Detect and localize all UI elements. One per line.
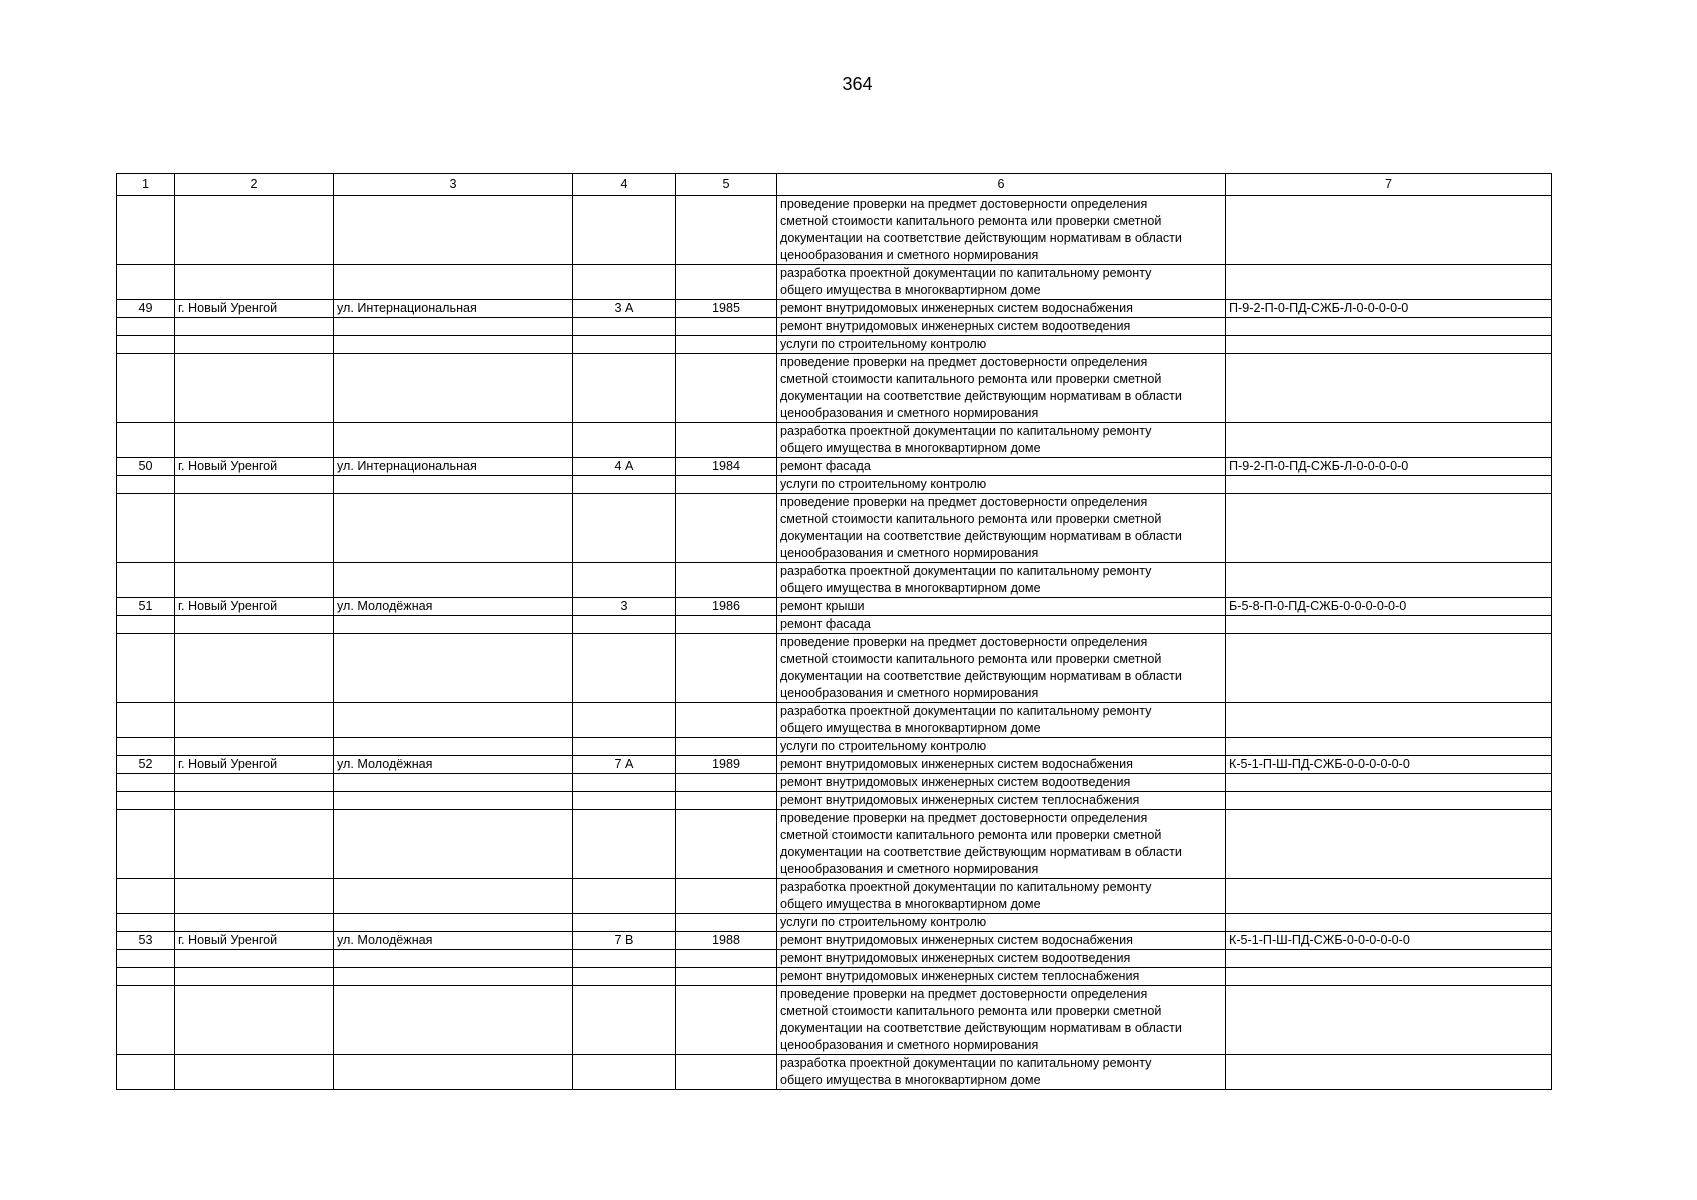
cell-year: [676, 986, 777, 1055]
cell-house: 3 А: [573, 300, 676, 318]
cell-house: [573, 774, 676, 792]
cell-city: [175, 774, 334, 792]
cell-house-code: К-5-1-П-Ш-ПД-СЖБ-0-0-0-0-0-0: [1226, 756, 1552, 774]
table-row: [117, 756, 1552, 774]
cell-street: ул. Интернациональная: [334, 300, 573, 318]
cell-work-type: ремонт фасада: [777, 616, 1226, 634]
cell-street: ул. Молодёжная: [334, 598, 573, 616]
cell-year: [676, 810, 777, 879]
cell-number: [117, 879, 175, 914]
cell-house-code: [1226, 968, 1552, 986]
cell-number: 51: [117, 598, 175, 616]
cell-year: [676, 950, 777, 968]
cell-house: [573, 703, 676, 738]
cell-street: ул. Молодёжная: [334, 756, 573, 774]
cell-house: 7 В: [573, 932, 676, 950]
cell-work-type: ремонт фасада: [777, 458, 1226, 476]
cell-number: [117, 774, 175, 792]
cell-street: [334, 563, 573, 598]
header-row: [117, 174, 1552, 196]
cell-street: [334, 196, 573, 265]
table-row: [117, 932, 1552, 950]
table-row: [117, 968, 1552, 986]
cell-house-code: [1226, 914, 1552, 932]
cell-house: [573, 810, 676, 879]
cell-city: [175, 968, 334, 986]
cell-year: 1988: [676, 932, 777, 950]
cell-number: [117, 336, 175, 354]
cell-house: [573, 494, 676, 563]
cell-city: [175, 738, 334, 756]
cell-number: 49: [117, 300, 175, 318]
cell-number: [117, 616, 175, 634]
cell-work-type: услуги по строительному контролю: [777, 476, 1226, 494]
cell-house-code: [1226, 879, 1552, 914]
cell-street: [334, 792, 573, 810]
cell-work-type: проведение проверки на предмет достоверности определения сметной стоимости капитального ремонта или проверки сметной документации на соответствие действующим нормативам в области ценообразования и сметного нормирования: [777, 354, 1226, 423]
cell-house-code: [1226, 774, 1552, 792]
cell-number: 50: [117, 458, 175, 476]
cell-number: [117, 634, 175, 703]
cell-city: г. Новый Уренгой: [175, 756, 334, 774]
cell-city: [175, 810, 334, 879]
cell-house: [573, 914, 676, 932]
cell-number: [117, 950, 175, 968]
cell-city: [175, 563, 334, 598]
cell-number: [117, 968, 175, 986]
cell-number: [117, 986, 175, 1055]
cell-number: [117, 1055, 175, 1090]
cell-work-type: разработка проектной документации по капитальному ремонту общего имущества в многоквартирном доме: [777, 265, 1226, 300]
cell-number: [117, 494, 175, 563]
header-col-7: 7: [1226, 174, 1552, 196]
cell-work-type: проведение проверки на предмет достоверности определения сметной стоимости капитального ремонта или проверки сметной документации на соответствие действующим нормативам в области ценообразования и сметного нормирования: [777, 986, 1226, 1055]
table-row: [117, 598, 1552, 616]
cell-street: [334, 336, 573, 354]
cell-city: г. Новый Уренгой: [175, 300, 334, 318]
cell-house-code: [1226, 265, 1552, 300]
cell-work-type: разработка проектной документации по капитальному ремонту общего имущества в многоквартирном доме: [777, 563, 1226, 598]
cell-work-type: проведение проверки на предмет достоверности определения сметной стоимости капитального ремонта или проверки сметной документации на соответствие действующим нормативам в области ценообразования и сметного нормирования: [777, 634, 1226, 703]
cell-work-type: ремонт внутридомовых инженерных систем водоотведения: [777, 774, 1226, 792]
table-row: [117, 318, 1552, 336]
cell-street: [334, 354, 573, 423]
cell-street: [334, 968, 573, 986]
header-col-3: 3: [334, 174, 573, 196]
cell-year: 1984: [676, 458, 777, 476]
cell-house-code: [1226, 196, 1552, 265]
repair-works-table: [116, 173, 1552, 1090]
cell-number: [117, 810, 175, 879]
cell-house-code: [1226, 634, 1552, 703]
cell-work-type: разработка проектной документации по капитальному ремонту общего имущества в многоквартирном доме: [777, 703, 1226, 738]
cell-house: [573, 792, 676, 810]
cell-number: [117, 563, 175, 598]
cell-work-type: ремонт внутридомовых инженерных систем водоотведения: [777, 950, 1226, 968]
cell-city: [175, 196, 334, 265]
cell-year: [676, 196, 777, 265]
cell-street: [334, 494, 573, 563]
cell-work-type: разработка проектной документации по капитальному ремонту общего имущества в многоквартирном доме: [777, 423, 1226, 458]
cell-house: [573, 879, 676, 914]
cell-city: [175, 914, 334, 932]
cell-city: [175, 354, 334, 423]
cell-city: [175, 879, 334, 914]
table-row: [117, 986, 1552, 1055]
table-row: [117, 634, 1552, 703]
cell-number: [117, 196, 175, 265]
cell-city: [175, 318, 334, 336]
cell-house: [573, 738, 676, 756]
cell-street: [334, 318, 573, 336]
cell-number: [117, 914, 175, 932]
cell-street: [334, 986, 573, 1055]
cell-year: [676, 968, 777, 986]
cell-number: [117, 423, 175, 458]
cell-work-type: проведение проверки на предмет достоверности определения сметной стоимости капитального ремонта или проверки сметной документации на соответствие действующим нормативам в области ценообразования и сметного нормирования: [777, 810, 1226, 879]
cell-house: 3: [573, 598, 676, 616]
cell-year: [676, 563, 777, 598]
cell-street: [334, 703, 573, 738]
cell-house-code: [1226, 703, 1552, 738]
table-row: [117, 265, 1552, 300]
cell-house: 4 А: [573, 458, 676, 476]
table-row: [117, 950, 1552, 968]
cell-city: [175, 634, 334, 703]
cell-house-code: К-5-1-П-Ш-ПД-СЖБ-0-0-0-0-0-0: [1226, 932, 1552, 950]
cell-work-type: ремонт внутридомовых инженерных систем водоснабжения: [777, 756, 1226, 774]
cell-year: 1985: [676, 300, 777, 318]
cell-house-code: [1226, 336, 1552, 354]
table-row: [117, 476, 1552, 494]
cell-year: [676, 703, 777, 738]
cell-street: [334, 265, 573, 300]
cell-year: [676, 318, 777, 336]
cell-street: [334, 950, 573, 968]
cell-house-code: [1226, 616, 1552, 634]
header-col-5: 5: [676, 174, 777, 196]
cell-city: [175, 792, 334, 810]
header-col-1: 1: [117, 174, 175, 196]
table-row: [117, 300, 1552, 318]
cell-year: [676, 616, 777, 634]
cell-house-code: [1226, 494, 1552, 563]
page-number: 364: [842, 74, 873, 94]
table-row: [117, 196, 1552, 265]
table-row: [117, 458, 1552, 476]
cell-house: [573, 265, 676, 300]
cell-street: [334, 1055, 573, 1090]
cell-number: [117, 476, 175, 494]
cell-house-code: П-9-2-П-0-ПД-СЖБ-Л-0-0-0-0-0: [1226, 300, 1552, 318]
cell-house: [573, 1055, 676, 1090]
table-row: [117, 354, 1552, 423]
cell-number: [117, 318, 175, 336]
cell-house: [573, 318, 676, 336]
cell-work-type: ремонт внутридомовых инженерных систем теплоснабжения: [777, 968, 1226, 986]
cell-house: [573, 563, 676, 598]
cell-house: [573, 968, 676, 986]
cell-year: [676, 423, 777, 458]
cell-year: [676, 792, 777, 810]
cell-house: 7 А: [573, 756, 676, 774]
table-row: [117, 774, 1552, 792]
cell-house-code: [1226, 792, 1552, 810]
cell-house: [573, 634, 676, 703]
cell-work-type: ремонт внутридомовых инженерных систем водоснабжения: [777, 300, 1226, 318]
table-row: [117, 494, 1552, 563]
cell-number: [117, 738, 175, 756]
cell-work-type: разработка проектной документации по капитальному ремонту общего имущества в многоквартирном доме: [777, 879, 1226, 914]
cell-city: [175, 616, 334, 634]
cell-street: [334, 914, 573, 932]
cell-house: [573, 950, 676, 968]
cell-city: [175, 265, 334, 300]
cell-work-type: ремонт внутридомовых инженерных систем теплоснабжения: [777, 792, 1226, 810]
cell-street: ул. Интернациональная: [334, 458, 573, 476]
cell-number: [117, 354, 175, 423]
cell-house-code: [1226, 950, 1552, 968]
cell-year: [676, 879, 777, 914]
header-col-4: 4: [573, 174, 676, 196]
cell-street: ул. Молодёжная: [334, 932, 573, 950]
cell-street: [334, 634, 573, 703]
table-row: [117, 810, 1552, 879]
cell-street: [334, 616, 573, 634]
cell-year: [676, 265, 777, 300]
cell-city: [175, 476, 334, 494]
header-col-2: 2: [175, 174, 334, 196]
table-row: [117, 914, 1552, 932]
cell-street: [334, 810, 573, 879]
cell-house-code: П-9-2-П-0-ПД-СЖБ-Л-0-0-0-0-0: [1226, 458, 1552, 476]
cell-house: [573, 476, 676, 494]
cell-house-code: Б-5-8-П-0-ПД-СЖБ-0-0-0-0-0-0: [1226, 598, 1552, 616]
cell-city: [175, 336, 334, 354]
cell-house-code: [1226, 563, 1552, 598]
cell-work-type: услуги по строительному контролю: [777, 336, 1226, 354]
cell-year: 1989: [676, 756, 777, 774]
cell-house: [573, 986, 676, 1055]
cell-house-code: [1226, 423, 1552, 458]
table-row: [117, 792, 1552, 810]
table-row: [117, 1055, 1552, 1090]
cell-street: [334, 774, 573, 792]
table-row: [117, 336, 1552, 354]
cell-year: [676, 774, 777, 792]
cell-street: [334, 423, 573, 458]
cell-house-code: [1226, 476, 1552, 494]
cell-house-code: [1226, 986, 1552, 1055]
table-row: [117, 879, 1552, 914]
cell-year: [676, 476, 777, 494]
cell-house-code: [1226, 354, 1552, 423]
table-row: [117, 563, 1552, 598]
table-body: [117, 196, 1552, 1090]
cell-year: [676, 336, 777, 354]
cell-house: [573, 354, 676, 423]
table-header: [117, 174, 1552, 196]
cell-city: г. Новый Уренгой: [175, 598, 334, 616]
cell-city: [175, 1055, 334, 1090]
cell-work-type: ремонт внутридомовых инженерных систем водоотведения: [777, 318, 1226, 336]
table-row: [117, 703, 1552, 738]
cell-work-type: ремонт внутридомовых инженерных систем водоснабжения: [777, 932, 1226, 950]
cell-city: [175, 703, 334, 738]
cell-city: [175, 950, 334, 968]
cell-year: [676, 914, 777, 932]
cell-city: г. Новый Уренгой: [175, 932, 334, 950]
cell-year: [676, 494, 777, 563]
cell-house-code: [1226, 1055, 1552, 1090]
cell-work-type: проведение проверки на предмет достоверности определения сметной стоимости капитального ремонта или проверки сметной документации на соответствие действующим нормативам в области ценообразования и сметного нормирования: [777, 196, 1226, 265]
cell-house-code: [1226, 810, 1552, 879]
table-row: [117, 738, 1552, 756]
cell-number: [117, 792, 175, 810]
cell-year: 1986: [676, 598, 777, 616]
cell-house: [573, 423, 676, 458]
cell-city: [175, 494, 334, 563]
table-row: [117, 423, 1552, 458]
cell-street: [334, 879, 573, 914]
cell-house-code: [1226, 318, 1552, 336]
cell-house-code: [1226, 738, 1552, 756]
cell-year: [676, 1055, 777, 1090]
cell-work-type: ремонт крыши: [777, 598, 1226, 616]
cell-work-type: разработка проектной документации по капитальному ремонту общего имущества в многоквартирном доме: [777, 1055, 1226, 1090]
cell-house: [573, 196, 676, 265]
cell-house: [573, 336, 676, 354]
cell-year: [676, 354, 777, 423]
table-row: [117, 616, 1552, 634]
cell-year: [676, 738, 777, 756]
cell-number: [117, 265, 175, 300]
cell-house: [573, 616, 676, 634]
cell-city: [175, 986, 334, 1055]
cell-city: г. Новый Уренгой: [175, 458, 334, 476]
cell-street: [334, 738, 573, 756]
cell-work-type: услуги по строительному контролю: [777, 738, 1226, 756]
cell-number: [117, 703, 175, 738]
cell-city: [175, 423, 334, 458]
cell-year: [676, 634, 777, 703]
cell-work-type: проведение проверки на предмет достоверности определения сметной стоимости капитального ремонта или проверки сметной документации на соответствие действующим нормативам в области ценообразования и сметного нормирования: [777, 494, 1226, 563]
cell-number: 52: [117, 756, 175, 774]
header-col-6: 6: [777, 174, 1226, 196]
cell-work-type: услуги по строительному контролю: [777, 914, 1226, 932]
cell-number: 53: [117, 932, 175, 950]
cell-street: [334, 476, 573, 494]
